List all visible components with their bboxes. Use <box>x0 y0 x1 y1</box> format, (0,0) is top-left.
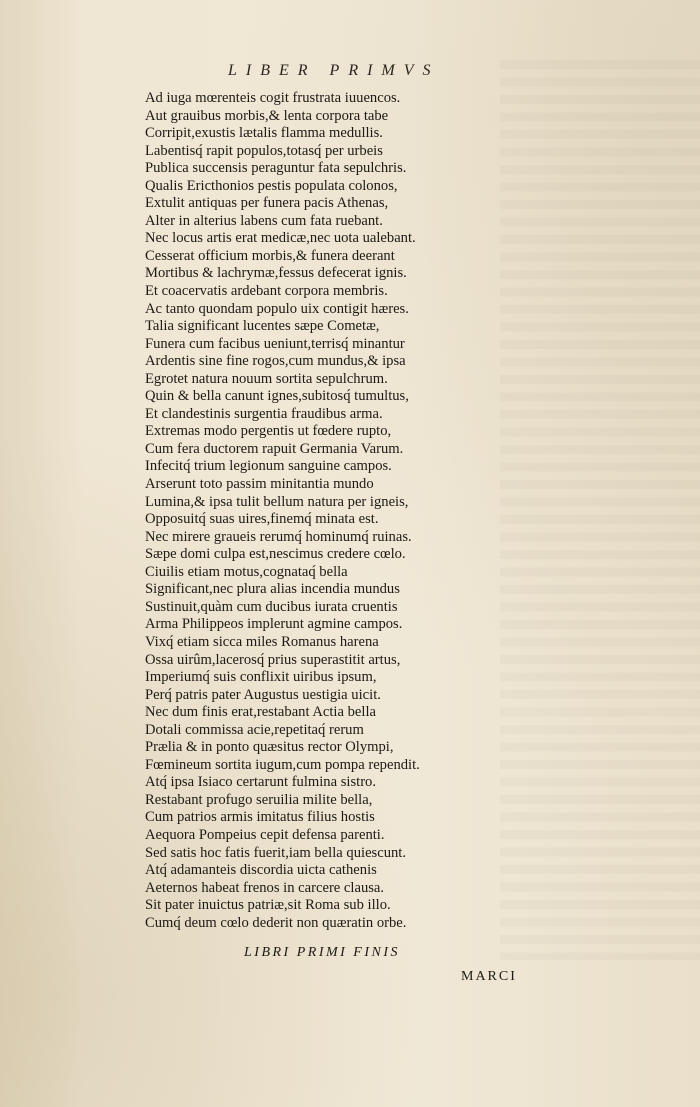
verse-line: Aut grauibus morbis,& lenta corpora tabe <box>145 107 389 124</box>
verse-line: Ac tanto quondam populo uix contigit hæres. <box>145 300 409 317</box>
verse-line: Ciuilis etiam motus,cognataq́ bella <box>145 563 348 580</box>
verse-line: Extremas modo pergentis ut fœdere rupto, <box>145 423 392 440</box>
verse-line: Sed satis hoc fatis fuerit,iam bella quiescunt. <box>145 844 406 861</box>
verse-line: Cum patrios armis imitatus filius hostis <box>145 809 375 826</box>
verse-line: Dotali commissa acie,repetitaq́ rerum <box>145 721 364 738</box>
verse-line: Ardentis sine fine rogos,cum mundus,& ipsa <box>145 353 406 370</box>
verse-line: Significant,nec plura alias incendia mundus <box>145 581 400 598</box>
verse-line: Sustinuit,quàm cum ducibus iurata cruentis <box>145 598 398 615</box>
verse-line: Labentisq́ rapit populos,totasq́ per urbeis <box>145 142 383 159</box>
verse-line: Publica succensis peraguntur fata sepulchris. <box>145 160 407 177</box>
verse-line: Imperiumq́ suis conflixit uiribus ipsum, <box>145 669 377 686</box>
verse-line: Funera cum facibus ueniunt,terrisq́ minantur <box>145 335 405 352</box>
verse-line: Lumina,& ipsa tulit bellum natura per igneis, <box>145 493 409 510</box>
verse-line: Nec mirere graueis rerumq́ hominumq́ ruinas. <box>145 528 412 545</box>
verse-line: Mortibus & lachrymæ,fessus defecerat ignis. <box>145 265 407 282</box>
verse-line: Alter in alterius labens cum fata ruebant. <box>145 212 383 229</box>
verse-line: Egrotet natura nouum sortita sepulchrum. <box>145 370 388 387</box>
verse-line: Nec dum finis erat,restabant Actia bella <box>145 704 376 721</box>
verse-line: Talia significant lucentes sæpe Cometæ, <box>145 318 380 335</box>
verse-line: Vixq́ etiam sicca miles Romanus harena <box>145 633 379 650</box>
verse-line: Et coacervatis ardebant corpora membris. <box>145 283 388 300</box>
verse-line: Atq́ ipsa Isiaco certarunt fulmina sistro. <box>145 774 377 791</box>
verse-line: Nec locus artis erat medicæ,nec uota ualebant. <box>145 230 416 247</box>
running-head: LIBER PRIMVS <box>228 62 440 79</box>
verse-line: Cumq́ deum cœlo dederit non quæratin orbe. <box>145 914 407 931</box>
show-through-text <box>500 60 700 960</box>
verse-line: Quin & bella canunt ignes,subitosq́ tumultus, <box>145 388 409 405</box>
verse-line: Qualis Ericthonios pestis populata colonos, <box>145 177 398 194</box>
catchword: MARCI <box>461 969 517 984</box>
verse-line: Cesserat officium morbis,& funera deerant <box>145 247 395 264</box>
verse-line: Atq́ adamanteis discordia uicta cathenis <box>145 862 377 879</box>
verse-line: Arma Philippeos implerunt agmine campos. <box>145 616 403 633</box>
verse-line: Arserunt toto passim minitantia mundo <box>145 476 374 493</box>
verse-line: Prælia & in ponto quæsitus rector Olympi, <box>145 739 394 756</box>
verse-line: Cum fera ductorem rapuit Germania Varum. <box>145 440 404 457</box>
book-end-colophon: LIBRI PRIMI FINIS <box>244 945 401 960</box>
verse-line: Ossa uirûm,lacerosq́ prius superastitit artus, <box>145 651 401 668</box>
verse-line: Sæpe domi culpa est,nescimus credere cœlo. <box>145 546 406 563</box>
verse-line: Extulit antiquas per funera pacis Athenas, <box>145 195 389 212</box>
verse-line: Sit pater inuictus patriæ,sit Roma sub illo. <box>145 897 391 914</box>
verse-line: Et clandestinis surgentia fraudibus arma. <box>145 405 383 422</box>
verse-line: Corripit,exustis lætalis flamma medullis. <box>145 125 383 142</box>
verse-line: Ad iuga mœrenteis cogit frustrata iuuencos. <box>145 90 401 106</box>
verse-line: Aequora Pompeius cepit defensa parenti. <box>145 826 385 843</box>
verse-line: Fœmineum sortita iugum,cum pompa rependit. <box>145 756 420 773</box>
verse-block <box>145 90 465 932</box>
verse-line: Infecitq́ trium legionum sanguine campos. <box>145 458 392 475</box>
verse-line: Aeternos habeat frenos in carcere clausa. <box>145 879 385 896</box>
verse-line: Opposuitq́ suas uires,finemq́ minata est. <box>145 511 379 528</box>
verse-line: Restabant profugo seruilia milite bella, <box>145 791 373 808</box>
verse-line: Perq́ patris pater Augustus uestigia uicit. <box>145 686 381 703</box>
